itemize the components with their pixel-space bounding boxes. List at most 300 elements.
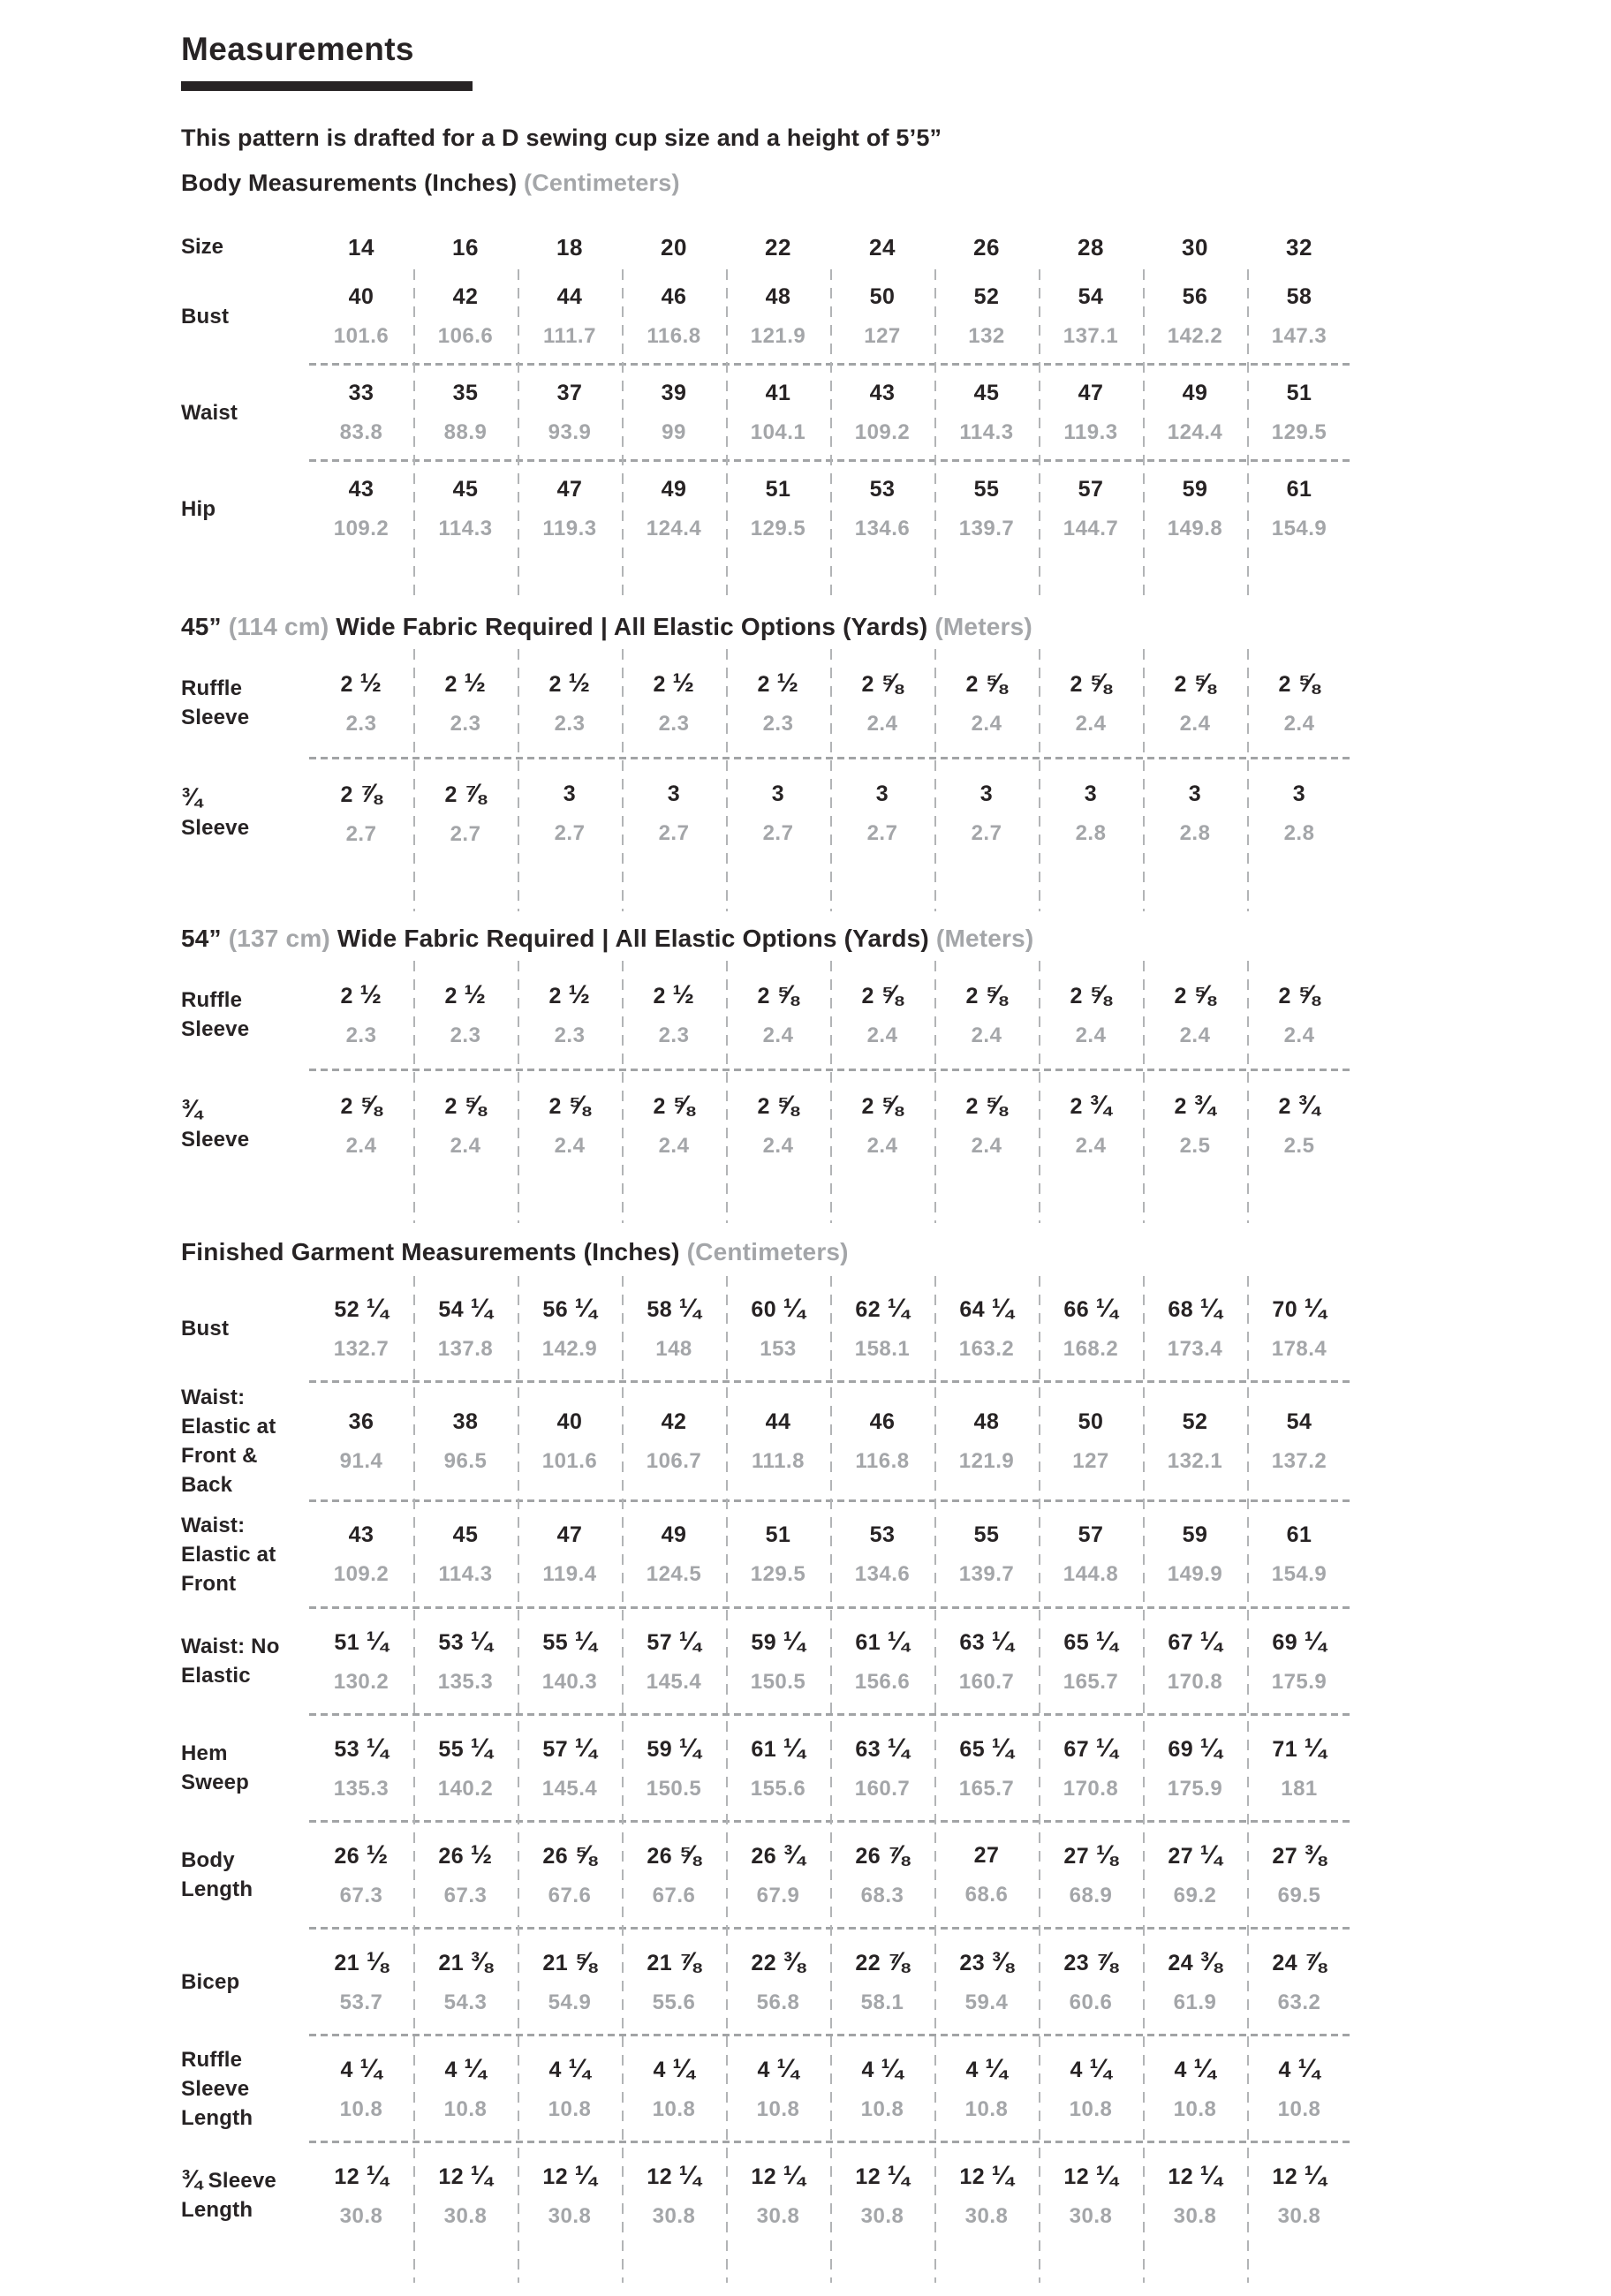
row-label	[181, 784, 309, 842]
measurement-cell	[518, 1946, 622, 2015]
measurement-cell	[830, 2160, 934, 2229]
value-cm: 2.4	[866, 1133, 898, 1158]
measurement-cell	[1039, 381, 1143, 445]
row-label	[181, 302, 309, 331]
row-label-line: Sleeve	[181, 1017, 250, 1041]
measurement-cell	[518, 670, 622, 736]
value-inches: 24 ⅜	[1168, 1946, 1222, 1976]
value-inches: 2 ⅝	[861, 668, 904, 698]
measurement-cell	[413, 1295, 518, 1362]
value-cm: 137.2	[1271, 1448, 1327, 1473]
value-inches: 4 ¼	[757, 2053, 799, 2083]
value-cm: 2.4	[658, 1133, 690, 1158]
column-divider	[726, 1276, 728, 2283]
value-inches: 55 ¼	[542, 1626, 597, 1656]
value-inches: 26 ⅝	[647, 1839, 701, 1869]
row-label-line: Bicep	[181, 1969, 240, 1994]
row-label-line: Ruffle	[181, 988, 243, 1012]
size-value: 32	[1286, 233, 1312, 261]
value-inches: 27 ⅛	[1063, 1839, 1118, 1869]
column-divider	[622, 649, 624, 911]
value-inches: 12 ¼	[1272, 2160, 1327, 2190]
measurement-cell	[622, 1522, 726, 1587]
measurement-cell	[726, 1295, 830, 1362]
measurement-cell	[726, 1092, 830, 1159]
value-inches: 51	[765, 1522, 791, 1547]
table-row	[181, 1930, 1351, 2034]
value-inches: 47	[556, 1522, 583, 1547]
value-cm: 163.2	[958, 1336, 1015, 1361]
column-divider	[413, 1276, 415, 2283]
value-cm: 139.7	[958, 1561, 1015, 1586]
row-label	[181, 1739, 309, 1797]
row-label-line: Bust	[181, 304, 230, 329]
value-inches: 3	[1084, 781, 1098, 806]
value-cm: 30.8	[339, 2203, 383, 2228]
measurement-cell	[1143, 2053, 1247, 2122]
value-inches: 54 ¼	[438, 1293, 493, 1323]
row-label-line: ¾ Sleeve	[181, 2165, 276, 2194]
measurement-cell	[413, 979, 518, 1048]
value-cm: 160.7	[854, 1776, 911, 1801]
table-row	[181, 1383, 1351, 1499]
column-divider	[622, 961, 624, 1223]
column-divider	[1247, 649, 1249, 911]
value-inches: 2 ⅝	[1278, 979, 1320, 1009]
value-cm: 69.2	[1173, 1883, 1217, 1907]
heading-segment: (137 cm)	[228, 925, 330, 952]
value-inches: 3	[875, 781, 889, 806]
measurement-cell	[1143, 477, 1247, 541]
row-label-line: Back	[181, 1473, 233, 1497]
value-cm: 2.3	[658, 711, 690, 736]
column-divider	[1039, 961, 1040, 1223]
column-divider	[830, 649, 832, 911]
value-inches: 61	[1286, 476, 1312, 502]
measurement-cell	[830, 284, 934, 349]
value-cm: 134.6	[854, 1561, 911, 1586]
value-inches: 2 ½	[340, 979, 382, 1009]
value-inches: 12 ¼	[334, 2160, 389, 2190]
value-inches: 23 ⅜	[959, 1946, 1014, 1976]
measurement-cell	[518, 1522, 622, 1587]
measurement-cell	[1247, 477, 1351, 541]
measurement-cell	[726, 979, 830, 1048]
heading-segment: (Centimeters)	[686, 1238, 849, 1265]
fabric-45-table	[181, 649, 1351, 911]
column-divider	[413, 649, 415, 911]
value-inches: 2 ⅝	[1070, 979, 1112, 1009]
row-label-line: Sleeve	[181, 1128, 250, 1152]
value-cm: 127	[1072, 1448, 1109, 1473]
measurement-cell	[309, 1522, 413, 1587]
value-inches: 2 ½	[444, 668, 487, 698]
value-inches: 2 ⅝	[548, 1090, 591, 1120]
row-label-line: Sweep	[181, 1771, 250, 1794]
value-cm: 149.9	[1167, 1561, 1223, 1586]
row-label-line: Hem	[181, 1741, 228, 1765]
size-value: 30	[1182, 233, 1208, 261]
value-inches: 51 ¼	[334, 1626, 389, 1656]
value-cm: 160.7	[958, 1669, 1015, 1694]
measurement-cell	[1247, 2160, 1351, 2229]
measurement-cell	[934, 782, 1039, 846]
value-inches: 46	[869, 1409, 896, 1434]
value-inches: 42	[661, 1409, 687, 1434]
value-inches: 49	[1182, 380, 1208, 405]
row-label	[181, 495, 309, 524]
heading-segment: Wide Fabric Required | All Elastic Options (Yards)	[329, 613, 935, 640]
row-label	[181, 1632, 309, 1690]
value-cm: 173.4	[1167, 1336, 1223, 1361]
row-label-line: Sleeve	[181, 706, 250, 729]
value-cm: 2.4	[1075, 711, 1107, 736]
value-inches: 63 ¼	[959, 1626, 1014, 1656]
table-row	[181, 1823, 1351, 1927]
heading-segment: (114 cm)	[228, 613, 329, 640]
value-inches: 63 ¼	[855, 1733, 910, 1763]
value-cm: 132.7	[333, 1336, 390, 1361]
measurement-cell	[1247, 1946, 1351, 2015]
row-label	[181, 1511, 309, 1598]
table-row	[181, 649, 1351, 757]
value-inches: 38	[452, 1409, 479, 1434]
measurement-cell	[309, 1839, 413, 1908]
value-cm: 10.8	[964, 2096, 1009, 2121]
value-cm: 119.3	[1063, 419, 1118, 444]
measurement-cell	[1143, 1946, 1247, 2015]
measurement-cell	[1039, 1409, 1143, 1474]
value-inches: 2 ½	[340, 668, 382, 698]
heading-segment: (Meters)	[934, 613, 1032, 640]
measurement-cell	[726, 782, 830, 846]
row-label	[181, 1314, 309, 1343]
body-measurements-heading	[181, 170, 1611, 197]
value-cm: 134.6	[854, 516, 911, 540]
row-label	[181, 2045, 309, 2133]
value-cm: 30.8	[964, 2203, 1009, 2228]
value-cm: 83.8	[339, 419, 383, 444]
value-inches: 2 ⅝	[1278, 668, 1320, 698]
row-label	[181, 2166, 309, 2224]
value-cm: 55.6	[652, 1990, 696, 2014]
value-cm: 68.9	[1069, 1883, 1113, 1907]
value-cm: 54.9	[548, 1990, 592, 2014]
value-inches: 64 ¼	[959, 1293, 1014, 1323]
measurement-cell	[413, 1409, 518, 1474]
column-divider	[830, 961, 832, 1223]
value-inches: 43	[348, 476, 374, 502]
measurement-cell	[622, 1839, 726, 1908]
measurement-cell	[1247, 1735, 1351, 1801]
value-inches: 42	[452, 283, 479, 309]
value-cm: 155.6	[750, 1776, 806, 1801]
measurement-cell	[830, 1628, 934, 1695]
value-inches: 57 ¼	[542, 1733, 597, 1763]
value-inches: 2 ⅝	[1174, 979, 1216, 1009]
value-cm: 109.2	[333, 516, 390, 540]
value-inches: 49	[661, 1522, 687, 1547]
measurement-cell	[726, 1735, 830, 1801]
value-cm: 2.7	[971, 820, 1002, 845]
value-cm: 170.8	[1167, 1669, 1223, 1694]
value-inches: 2 ⅝	[757, 979, 799, 1009]
value-inches: 4 ¼	[653, 2053, 695, 2083]
value-cm: 63.2	[1277, 1990, 1321, 2014]
measurement-cell	[1247, 1409, 1351, 1474]
column-divider	[1039, 1276, 1040, 2283]
row-label-line: Hip	[181, 496, 216, 521]
value-cm: 101.6	[333, 323, 390, 348]
value-cm: 2.8	[1283, 820, 1315, 845]
measurement-cell	[622, 477, 726, 541]
measurement-cell	[309, 477, 413, 541]
value-cm: 114.3	[959, 419, 1014, 444]
value-cm: 30.8	[548, 2203, 592, 2228]
measurement-cell	[830, 979, 934, 1048]
table-row	[181, 269, 1351, 363]
size-value: 28	[1078, 233, 1104, 261]
value-inches: 45	[452, 1522, 479, 1547]
measurement-cell	[1039, 1295, 1143, 1362]
value-inches: 2 ½	[548, 668, 591, 698]
value-inches: 2 ½	[444, 979, 487, 1009]
value-inches: 2 ⅝	[965, 1090, 1008, 1120]
measurement-cell	[1039, 477, 1143, 541]
measurement-cell	[1247, 1628, 1351, 1695]
measurement-cell	[622, 1946, 726, 2015]
value-inches: 54	[1078, 283, 1104, 309]
measurement-cell	[622, 1735, 726, 1801]
value-cm: 59.4	[964, 1990, 1009, 2014]
value-inches: 12 ¼	[438, 2160, 493, 2190]
value-cm: 153	[760, 1336, 797, 1361]
measurement-cell	[1039, 782, 1143, 846]
measurement-cell	[726, 1409, 830, 1474]
measurement-cell	[1039, 1522, 1143, 1587]
value-cm: 135.3	[333, 1776, 390, 1801]
table-row	[181, 1502, 1351, 1606]
value-cm: 106.7	[646, 1448, 702, 1473]
value-inches: 2 ⅝	[965, 979, 1008, 1009]
value-inches: 27 ¼	[1168, 1839, 1222, 1869]
value-inches: 52	[1182, 1409, 1208, 1434]
value-inches: 47	[1078, 380, 1104, 405]
measurement-cell	[934, 1946, 1039, 2015]
value-inches: 69 ¼	[1168, 1733, 1222, 1763]
measurement-cell	[1039, 1628, 1143, 1695]
measurement-cell	[1039, 979, 1143, 1048]
measurement-cell	[622, 782, 726, 846]
row-label-line: Sleeve	[181, 816, 250, 840]
row-label-line: Front &	[181, 1444, 258, 1468]
value-inches: 59	[1182, 476, 1208, 502]
measurement-cell	[726, 284, 830, 349]
value-cm: 116.8	[855, 1448, 910, 1473]
measurement-cell	[726, 381, 830, 445]
value-inches: 26 ½	[438, 1839, 493, 1869]
measurement-cell	[830, 782, 934, 846]
column-divider	[1247, 961, 1249, 1223]
measurement-cell	[622, 1409, 726, 1474]
value-inches: 2 ⅝	[965, 668, 1008, 698]
column-divider	[934, 269, 936, 600]
value-inches: 45	[973, 380, 1000, 405]
value-cm: 142.9	[541, 1336, 598, 1361]
value-inches: 48	[973, 1409, 1000, 1434]
value-inches: 59 ¼	[751, 1626, 806, 1656]
value-cm: 2.3	[450, 1023, 481, 1047]
measurement-cell	[934, 2160, 1039, 2229]
row-label-line: Length	[181, 1877, 253, 1901]
value-cm: 2.3	[345, 1023, 377, 1047]
measurement-cell	[1143, 1409, 1247, 1474]
value-inches: 21 ⅛	[334, 1946, 389, 1976]
value-inches: 4 ¼	[444, 2053, 487, 2083]
column-divider	[1143, 1276, 1145, 2283]
value-inches: 44	[556, 283, 583, 309]
value-inches: 58	[1286, 283, 1312, 309]
size-value: 20	[661, 233, 687, 261]
value-cm: 30.8	[443, 2203, 488, 2228]
measurement-cell	[1143, 782, 1247, 846]
value-cm: 2.4	[1179, 1023, 1211, 1047]
value-inches: 26 ¾	[751, 1839, 806, 1869]
measurement-cell	[518, 1628, 622, 1695]
value-inches: 12 ¼	[1063, 2160, 1118, 2190]
value-cm: 150.5	[750, 1669, 806, 1694]
measurement-cell	[622, 1092, 726, 1159]
value-cm: 61.9	[1173, 1990, 1217, 2014]
value-cm: 2.4	[345, 1133, 377, 1158]
value-cm: 175.9	[1167, 1776, 1223, 1801]
value-cm: 2.3	[554, 1023, 586, 1047]
value-cm: 144.8	[1063, 1561, 1119, 1586]
value-cm: 2.5	[1283, 1133, 1315, 1158]
measurement-cell	[413, 1628, 518, 1695]
value-inches: 48	[765, 283, 791, 309]
value-inches: 12 ¼	[959, 2160, 1014, 2190]
heading-segment: Finished Garment Measurements (Inches)	[181, 1238, 687, 1265]
value-inches: 67 ¼	[1168, 1626, 1222, 1656]
value-cm: 127	[864, 323, 901, 348]
value-inches: 2 ½	[653, 668, 695, 698]
measurement-cell	[934, 1843, 1039, 1907]
measurement-cell	[518, 477, 622, 541]
value-inches: 45	[452, 476, 479, 502]
measurement-cell	[309, 1946, 413, 2015]
value-inches: 67 ¼	[1063, 1733, 1118, 1763]
value-inches: 2 ¾	[1174, 1090, 1216, 1120]
value-inches: 40	[556, 1409, 583, 1434]
row-label	[181, 1846, 309, 1904]
measurement-cell	[830, 1735, 934, 1801]
value-inches: 4 ¼	[1174, 2053, 1216, 2083]
value-cm: 101.6	[541, 1448, 598, 1473]
measurement-cell	[726, 1946, 830, 2015]
measurement-cell	[1247, 1522, 1351, 1587]
measurement-cell	[518, 782, 622, 846]
value-inches: 12 ¼	[751, 2160, 806, 2190]
measurement-cell	[726, 477, 830, 541]
value-inches: 4 ¼	[1278, 2053, 1320, 2083]
value-cm: 129.5	[750, 1561, 806, 1586]
value-inches: 26 ½	[334, 1839, 389, 1869]
measurement-cell	[309, 2053, 413, 2122]
value-inches: 2 ⅝	[861, 1090, 904, 1120]
value-inches: 3	[563, 781, 577, 806]
value-cm: 114.3	[438, 1561, 493, 1586]
row-label-line: Bust	[181, 1316, 230, 1341]
measurement-cell	[1143, 381, 1247, 445]
measurement-cell	[309, 778, 413, 847]
value-cm: 104.1	[750, 419, 806, 444]
measurement-cell	[518, 1839, 622, 1908]
value-inches: 52 ¼	[334, 1293, 389, 1323]
measurement-cell	[726, 1628, 830, 1695]
table-row	[181, 366, 1351, 459]
measurement-cell	[1247, 284, 1351, 349]
value-cm: 67.9	[756, 1883, 800, 1907]
value-inches: 53 ¼	[334, 1733, 389, 1763]
value-inches: 22 ⅞	[855, 1946, 910, 1976]
table-row	[181, 1071, 1351, 1179]
value-cm: 142.2	[1167, 323, 1223, 348]
measurement-cell	[1247, 381, 1351, 445]
value-cm: 129.5	[750, 516, 806, 540]
measurement-cell	[1143, 1295, 1247, 1362]
measurement-cell	[830, 670, 934, 736]
table-row	[181, 961, 1351, 1069]
body-measurements-table	[181, 269, 1351, 600]
fabric-54-heading	[181, 924, 1611, 954]
measurement-cell	[830, 1839, 934, 1908]
value-inches: 71 ¼	[1272, 1733, 1327, 1763]
value-inches: 43	[869, 380, 896, 405]
value-inches: 3	[1188, 781, 1202, 806]
page-title: Measurements	[181, 31, 414, 67]
value-inches: 24 ⅞	[1272, 1946, 1327, 1976]
value-cm: 2.7	[450, 821, 481, 846]
measurement-cell	[622, 670, 726, 736]
value-inches: 3	[1292, 781, 1306, 806]
value-inches: 26 ⅞	[855, 1839, 910, 1869]
row-label-line: Length	[181, 2105, 253, 2130]
value-inches: 69 ¼	[1272, 1626, 1327, 1656]
measurement-cell	[1039, 2160, 1143, 2229]
value-cm: 149.8	[1167, 516, 1223, 540]
value-inches: 59 ¼	[647, 1733, 701, 1763]
size-value: 24	[869, 233, 896, 261]
table-row	[181, 462, 1351, 555]
value-cm: 2.4	[866, 1023, 898, 1047]
measurement-cell	[1039, 1946, 1143, 2015]
value-inches: 4 ¼	[965, 2053, 1008, 2083]
measurement-cell	[413, 1092, 518, 1159]
column-divider	[518, 269, 519, 600]
value-inches: 46	[661, 283, 687, 309]
value-inches: 23 ⅞	[1063, 1946, 1118, 1976]
value-cm: 67.3	[339, 1883, 383, 1907]
measurement-cell	[518, 284, 622, 349]
measurement-cell	[622, 1295, 726, 1362]
value-cm: 168.2	[1063, 1336, 1119, 1361]
table-row	[181, 759, 1351, 867]
measurement-cell	[1143, 670, 1247, 736]
value-cm: 30.8	[756, 2203, 800, 2228]
value-cm: 2.4	[971, 711, 1002, 736]
measurement-cell	[518, 1735, 622, 1801]
